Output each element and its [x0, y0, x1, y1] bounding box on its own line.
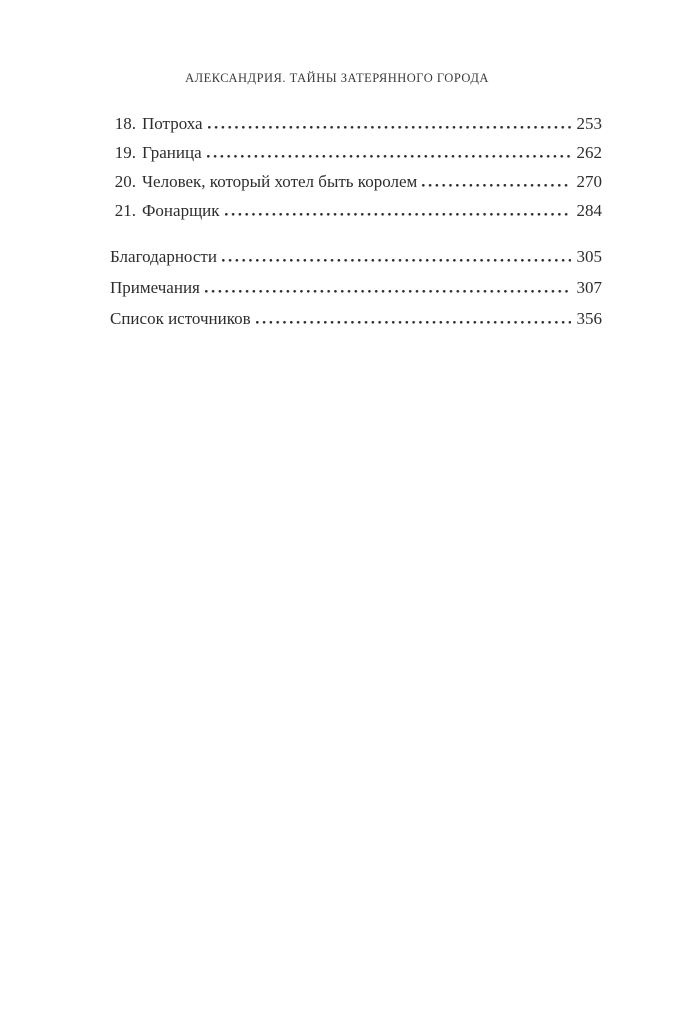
chapter-number: 19. — [114, 143, 136, 162]
toc-entry — [110, 309, 602, 329]
entry-title: Человек, который хотел быть королем — [142, 172, 418, 191]
entry-page-number: 284 — [576, 201, 602, 220]
dot-leader — [222, 258, 571, 262]
entry-title: Фонарщик — [142, 201, 220, 220]
entry-title: Потроха — [142, 114, 203, 133]
entry-page-number: 253 — [576, 114, 602, 133]
entry-title: Благодарности — [110, 247, 217, 266]
toc-entry — [110, 247, 602, 267]
toc-entry — [110, 143, 602, 163]
chapter-number: 20. — [114, 172, 136, 191]
toc-entry — [110, 114, 602, 134]
toc-entry — [110, 278, 602, 298]
toc-backmatter-section — [110, 247, 602, 329]
entry-title: Примечания — [110, 278, 200, 297]
table-of-contents — [110, 114, 602, 329]
dot-leader — [256, 320, 571, 324]
dot-leader — [207, 154, 571, 158]
dot-leader — [422, 183, 571, 187]
dot-leader — [225, 212, 571, 216]
chapter-number: 21. — [114, 201, 136, 220]
toc-entry — [110, 172, 602, 192]
dot-leader — [205, 289, 571, 293]
toc-entry — [110, 201, 602, 221]
entry-page-number: 307 — [576, 278, 602, 297]
entry-page-number: 270 — [576, 172, 602, 191]
entry-page-number: 305 — [576, 247, 602, 266]
entry-page-number: 262 — [576, 143, 602, 162]
entry-title: Список источников — [110, 309, 251, 328]
entry-page-number: 356 — [576, 309, 602, 328]
toc-chapters-section — [110, 114, 602, 221]
dot-leader — [208, 125, 571, 129]
chapter-number: 18. — [114, 114, 136, 133]
entry-title: Граница — [142, 143, 202, 162]
running-title: АЛЕКСАНДРИЯ. ТАЙНЫ ЗАТЕРЯННОГО ГОРОДА — [185, 71, 489, 85]
